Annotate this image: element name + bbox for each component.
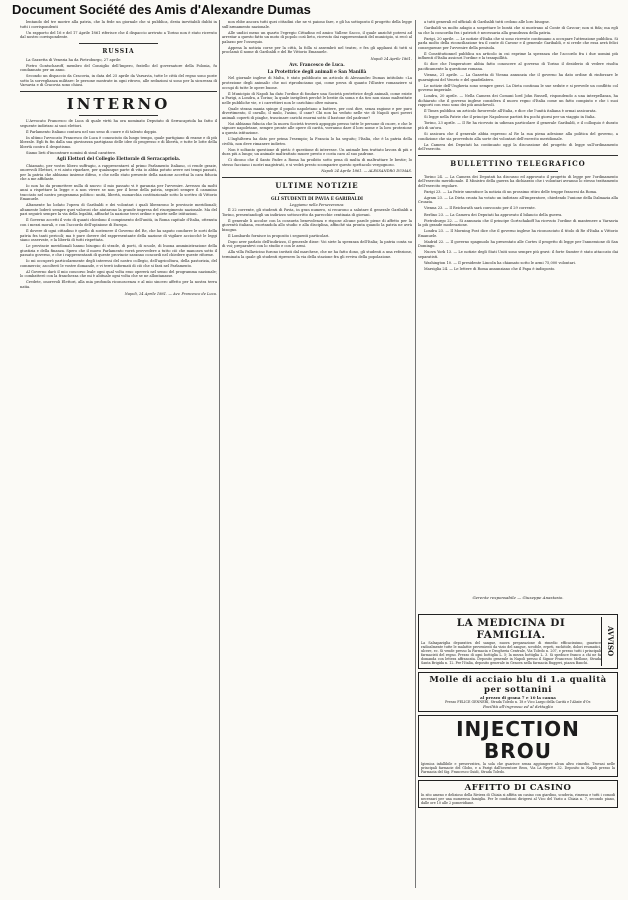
ad-medicina bbox=[418, 614, 618, 669]
paragraph: Si dice che l'imperatore abbia fatto conoscere al governo di Torino il desiderio di vedere risolta pacificamente la questione romana. bbox=[418, 62, 618, 71]
paragraph: Chiamato, per vostro libero suffragio, a rappresentarvi al primo Parlamento Italiano, ci rende grazie, onorevoli Elettori, e vi aiuto riparlare, per qualunque parte di vita io abbia potuto avere nei tempi passati, per la patria che abbiamo insieme difeso, e che nello stato presente della nazione accettai la cara fiducia che a me affidaste. bbox=[20, 163, 217, 182]
paragraph: a tutti generali ed ufficiali di Garibaldi tutti cedono alle loro bisogne. bbox=[424, 20, 550, 24]
paragraph: Io non ho da promettere nulla di nuovo: il mio passato vi è garanzia per l'avvenire. Avvezzo da molti anni a rispettare la legge e a non vivere se non per il bene della patria, seguirò sempre il cammino tracciato nel nostro programma politico: unità, libertà, monarchia costituzionale sotto lo scettro di Vittorio Emanuele. bbox=[20, 183, 217, 202]
ad-text: In sito ameno e delizioso della Riviera di Chiaia si affitta un casino con giardino, scuderia, rimessa e tutti i comodi necessari per una numerosa famiglia. Per le condizioni dirigersi al Vico del Vasto a Chiaia n. 7, secondo piano, dalle ore 10 alle 2 pomeridiane. bbox=[421, 792, 615, 806]
paragraph: In ultimo l'avvocato Francesco de Luca è conosciuto da lungo tempo, quale partigiano di reame e di più liberale. Egli fu fin dalla sua giovinezza partigiano delle idee di progresso e di libertà, e tutte le lotte della libertà contro il despotismo. bbox=[20, 135, 217, 149]
ad-text: La Salsapariglia depurativa del sangue, nuova preparazione di rimedio efficacissimo, guarisce radicalmente tutte le malattie provenienti da vizio del sangue, scrofole, erpeti, rachitide, dolori reumatici, ulcere, ec. Si vende presso la Farmacia e Drogheria Centrale, Via Toledo n. 207, e presso tutti i principali farmacisti del regno. Prezzo di ogni bottiglia L. 5; la mezza bottiglia L. 3. Si spedisce franco a chi ne fa domanda con lettera affrancata. Deposito generale in Napoli presso il Signor Francesco Mellone, Strada Santa Brigida n. 12. Per l'Italia, deposito generale in Genova nella farmacia Ruggeri, piazza Banchi. bbox=[421, 641, 601, 666]
paragraph: Appena la notizia corse per la città, la folla si assembrò nel teatro, e fra gli applausi di tutti si proclamò il nome di Garibaldi e del Re Vittorio Emanuele. bbox=[222, 45, 412, 55]
paragraph: Non è soltanto questione di pietà: è questione di interesse. Un animale ben trattato lavora di più e dura più a lungo; un animale maltrattato muore presto e costa caro al suo padrone. bbox=[222, 147, 412, 157]
paragraph: L'Avvocato Francesco de Luca di quale virtù ha ora nominato Deputato di Serracapriola ha fatto il seguente indirizzo ai suoi elettori. bbox=[20, 118, 217, 128]
paragraph: Agram 23. — La Dieta croata ha votato un indirizzo all'imperatore, chiedendo l'unione della Dalmazia alla Croazia. bbox=[418, 195, 618, 205]
divider bbox=[79, 115, 158, 116]
ad-title: AFFITTO DI CASINO bbox=[464, 782, 572, 793]
paragraph: Il Constitutionnel pubblica un articolo in cui esprime la speranza che l'accordo fra i due uomini più influenti d'Italia assicuri l'ordine e la tranquillità. bbox=[418, 51, 618, 61]
paragraph: Garibaldi va molto adagio a sospettare le bontà che si mostrano al Conte di Cavour; non si fida; ma egli sa che la concordia fra i patrioti è necessaria alla grandezza della patria. bbox=[418, 26, 618, 35]
paragraph: Il Times pubblica un articolo favorevole all'Italia, e dice che l'unità italiana è ormai assicurata. bbox=[424, 109, 597, 114]
paragraph: Il Parlamento Italiano contava nel suo seno di cuore e di talento doppio. bbox=[26, 129, 158, 134]
paragraph: Si assicura che il generale abbia espresso al Re la sua piena adesione alla politica del governo, a condizione che sia provveduto alla sorte dei volontari dell'esercito meridionale. bbox=[418, 131, 618, 141]
paragraph: Le provincie meridionali hanno bisogno di strade, di porti, di scuole, di buona amministrazione della giustizia e della finanza. Spero che il nuovo Parlamento vorrà provvedere a tutto ciò che mancava sotto il passato governo, e che i rappresentanti di queste provincie saranno concordi nel chiedere queste riforme. bbox=[20, 244, 217, 258]
paragraph: Pietroburgo 22. — Si annunzia che il principe Gortschakoff ha ricevuto l'ordine di mantenere a Varsavia la più grande moderazione. bbox=[418, 218, 618, 228]
watermark: Document Société des Amis d'Alexandre Dumas bbox=[12, 2, 311, 17]
paragraph: Il generale li accolse con la consueta benevolenza e rispose alcune parole piene di affetto per la gioventù italiana, esortandola allo studio e alla disciplina, affinché sia pronta quando la patria ne avrà bisogno. bbox=[222, 218, 412, 232]
paragraph: Le notizie dell'Ungheria sono sempre gravi. La Dieta continua le sue sedute e si prevede un conflitto col governo imperiale. bbox=[418, 83, 618, 93]
ad-side-label: AVVISO bbox=[601, 617, 615, 666]
paragraph: Parigi, 20 aprile. — Le notizie d'Italia che si sono ricevute continuano a occupare l'attenzione pubblica. Si parla molto della riconciliazione tra il conte di Cavour e il generale Garibaldi, e si crede che essa avrà felici conseguenze per l'avvenire della penisola. bbox=[418, 36, 618, 50]
paragraph: Nel giornale inglese di Malta, è stato pubblicato un articolo di Alessandro Dumas intitolato «La protezione degli animali» che noi riproduciamo qui, come prova di quanto l'illustre romanziere si occupi di tutte le opere buone. bbox=[222, 76, 412, 90]
divider bbox=[478, 171, 558, 172]
paragraph: Io mi occuperò particolarmente degli interessi del nostro collegio, dell'agricoltura, della pastorizia, del commercio; ascolterò le vostre domande, e vi terrò informati di ciò che si farà nel Parlamento. bbox=[20, 259, 217, 268]
ad-text: Facilità all'ingrosso ed al dettaglio bbox=[483, 703, 553, 709]
section-heading-bullettino: BULLETTINO TELEGRAFICO bbox=[450, 158, 586, 168]
ad-text: al prezzo di grana 7 e 10 la canna bbox=[480, 694, 556, 700]
ad-title: Molle di acciaio blu di 1.a qualità per sottanini bbox=[429, 674, 607, 695]
ad-title: INJECTION BROU bbox=[456, 716, 580, 763]
column-middle bbox=[222, 20, 412, 890]
paragraph: Londra, 20 aprile. — Nella Camera dei Comuni lord John Russell, rispondendo a una interpellanza, ha dichiarato che il governo inglese considera il nuovo regno d'Italia come un fatto compiuto e che i suoi rapporti con esso sono dei più amichevoli. bbox=[418, 94, 618, 108]
paragraph: Si legge nella Patrie che il principe Napoleone partirà fra pochi giorni per un viaggio in Italia. bbox=[424, 115, 596, 120]
signature: Napoli, 24 Aprile 1861. — Avv. Francesco de Luca. bbox=[124, 291, 217, 296]
paragraph: Torino 24. — La Camera dei Deputati ha discusso ed approvato il progetto di legge per l'ordinamento dell'esercito meridionale. Il Ministro della guerra ha dichiarato che i volontari avranno lo stesso trattamento dell'esercito regolare. bbox=[418, 174, 618, 188]
ad-text: Presso FELICE GENNERI, Strada Toledo n. 18 e Vico Largo della Carità e l'Abate d'Or. bbox=[445, 699, 591, 704]
paragraph: Alla villa Pallavicino furono invitati dal marchese, che ne ha fatto dono, gli studenti a una refezione, terminata la quale gli studenti ripresero la via della stazione fra gli evviva della popolazione. bbox=[222, 250, 412, 259]
advertisements bbox=[418, 614, 618, 890]
paragraph: Al Governo darò il mio concorso leale ogni qual volta esso opererà nel senso del programma nazionale; lo combatterò con la franchezza che mi è abituale ogni volta che se ne allontanasse. bbox=[20, 269, 217, 279]
paragraph: Dopo aver parlato dell'indirizzo, il generale disse: Voi siete la speranza dell'Italia; la patria conta su di voi; preparatevi con lo studio e con le armi. bbox=[222, 239, 412, 249]
paragraph: La Camera dei Deputati ha continuato oggi la discussione del progetto di legge sull'ordinamento dell'esercito. bbox=[418, 142, 618, 152]
paragraph: Nuova York 13. — Le notizie degli Stati Uniti sono sempre più gravi: il forte Sumter è stato attaccato dai separatisti. bbox=[418, 250, 618, 259]
ad-affitto bbox=[418, 780, 618, 808]
ad-title: LA MEDICINA DI FAMIGLIA. bbox=[456, 617, 566, 641]
paragraph: Pietro Gontscharoff, membro del Consiglio dell'Impero, fratello del governatore della Polonia, fu condannato per un anno. bbox=[20, 63, 217, 73]
paragraph: Il Governo accetti il voto di quanti chiedono il compimento dell'unità, in Roma capitale d'Italia, ottenuta con i mezzi morali, e con l'accordo dell'opinione di Europa. bbox=[20, 218, 217, 227]
column-rule bbox=[219, 20, 220, 888]
paragraph: Alle undici meno un quarto l'egregio Cittadino ed amico Vallese Sacco, il quale anziché potersi ad arrestar a questo fatto un moto di popolo così lieto, ricevuto dai rappresentanti del municipio, si recò al palazzo per l'ossequio. bbox=[222, 30, 412, 44]
paragraph: Torino, 23 aprile. — Il Re ha ricevuto in udienza particolare il generale Garibaldi, e il colloquio è durato più di un'ora. bbox=[418, 121, 618, 130]
paragraph: Vienna 23. — Il Reichsrath sarà convocato per il 29 corrente. bbox=[424, 206, 536, 211]
paragraph: Parigi 23. — La Patrie smentisce la notizia di un prossimo ritiro delle truppe francesi da Roma. bbox=[424, 189, 598, 194]
paragraph: L'Inghilterra ha dato per prima l'esempio; la Francia lo ha seguito; l'Italia, che è la patria della civiltà, non deve rimanere indietro. bbox=[222, 137, 412, 146]
section-heading-ultime-notizie: ULTIME NOTIZIE bbox=[275, 180, 359, 190]
paragraph: Berlino 23. — La Camera dei Deputati ha approvato il bilancio della guerra. bbox=[424, 212, 563, 217]
paragraph: Londra 23. — Il Morning Post dice che il governo inglese ha riconosciuto il titolo di Re d'Italia a Vittorio Emanuele. bbox=[418, 229, 618, 238]
paragraph: La Gazzetta di Venezia ha da Pietroburgo, 27 aprile: bbox=[26, 57, 122, 62]
section-heading-russia: RUSSIA bbox=[102, 47, 135, 55]
dateline: Napoli 24 Aprile 1861. bbox=[370, 56, 412, 61]
column-left bbox=[20, 20, 217, 890]
column-rule bbox=[415, 20, 416, 888]
paragraph: non ebbe ancora tutti quei cittadini che ne vi paiono fare, e gli ha sottoposto il progetto della legge sull'armamento nazionale. bbox=[222, 20, 412, 29]
paragraph: Il Municipio di Napoli ha dato l'ordine di fondare una Società protettrice degli animali, come esiste a Parigi, a Londra, a Torino; la quale invigilerà perché le bestie da soma e da tiro non siano maltrattate nelle pubbliche vie, e i carrettieri non le carichino oltre misura. bbox=[222, 91, 412, 105]
paragraph: lentando del tre morire alla patria, che la fede un giornale che si pubblica, desta inevitabili dubbi in tutti i corrispondenti bbox=[20, 20, 217, 29]
ad-text: Igienica infallibile e preservativa, la sola che guarisce senza aggiungere alcun altro rimedio. Trovasi nelle principali farmacie del Globo, e a Parigi dall'inventore Brou, Via La Fayette 32. Deposito in Napoli presso la Farmacia del Sig. Francesco Guidi, Strada Toledo. bbox=[421, 761, 615, 774]
paragraph: Secondo un dispaccio da Cracovia, in data del 25 aprile da Varsavia, tutte le città del regno sono poste sotto la sorveglianza militare: le persone mostrate in ogni ritrovo, alle seduzioni si sono per la sicurezza di Varsavia e di Cracovia sono chiusi. bbox=[20, 74, 217, 88]
paragraph: Siamo lieti d'incontrare nomini di simil carattere. bbox=[26, 150, 117, 155]
letter-heading: Agli Elettori del Collegio Elettorale di Serracapriola. bbox=[56, 156, 181, 162]
article-heading-pavia: GLI STUDENTI DI PAVIA E GARIBALDI bbox=[271, 195, 363, 201]
gerente-responsabile: Gerente responsabile — Giuseppe Anastasio. bbox=[472, 595, 564, 600]
byline: Avv. Francesco de Luca. bbox=[289, 62, 345, 68]
paragraph: Washington 10. — Il presidente Lincoln ha chiamato sotto le armi 75,000 volontari. bbox=[424, 260, 576, 265]
column-right bbox=[418, 20, 618, 610]
ad-injection-brou bbox=[418, 715, 618, 777]
paragraph: Un rapporto del 16 e del 17 Aprile 1861 riferisce che il dispaccio arrivato a Torino non è stato ricevuto dal nostro corrispondente. bbox=[20, 30, 217, 40]
paragraph: Vienna, 21 aprile. — La Gazzetta di Vienna annunzia che il governo ha dato ordine di rinforzare le guarnigioni del Veneto e del quadrilatero. bbox=[418, 72, 618, 82]
section-heading-interno: INTERNO bbox=[66, 94, 171, 113]
divider bbox=[222, 177, 412, 178]
paragraph: Il 22 corrente, gli studenti di Pavia, in gran numero, si recarono a salutare il generale Garibaldi a Torino, presentandogli un indirizzo sottoscritto da parecchie centinaia di giovani. bbox=[222, 207, 412, 217]
paragraph: Altamente ho lodato l'opera di Garibaldi e dei volontari i quali liberarono le provincie meridionali; altamente loderò sempre quei valorosi che aiutarono la grande impresa del risorgimento nazionale. Ma del pari seguirò sempre la via della legalità, affinché la nazione trovi ordine e quiete nelle istituzioni. bbox=[20, 203, 217, 217]
intro-text bbox=[20, 20, 217, 40]
ad-molle bbox=[418, 672, 618, 712]
paragraph: Leggiamo nella Perseveranza: bbox=[289, 203, 345, 208]
paragraph: Il dovere di ogni cittadino è quello di sostenere il Governo del Re, che ha saputo condurre le sorti della patria fra tanti pericoli; ma è pure dovere del rappresentante della nazione di vigilare acciocché le leggi siano osservate, e la libertà di tutti rispettata. bbox=[20, 228, 217, 243]
paragraph: Il Lombardo fornisce in proposito i seguenti particolari. bbox=[228, 233, 330, 238]
signature: Napoli 24 Aprile 1861. — ALESSANDRO DUMAS. bbox=[321, 169, 412, 174]
divider bbox=[279, 193, 355, 194]
paragraph: Quale strana mania spinge il popolo napoletano a battere, per così dire, senza ragione e per puro divertimento, il cavallo, il mulo, l'asino, il cane? Chi non ha veduto nelle vie di Napoli quei poveri animali coperti di piaghe, trascinare carichi enormi sotto il bastone del padrone? bbox=[222, 106, 412, 120]
divider bbox=[418, 155, 618, 156]
divider bbox=[20, 91, 217, 92]
paragraph: Credete, onorevoli Elettori, alla mia profonda riconoscenza e al mio sincero affetto per la nostra terra natia. bbox=[20, 280, 217, 289]
article-heading-animali: La Protettrice degli animali e San Manillà bbox=[267, 68, 367, 74]
paragraph: Ci dicono che il Santo Padre a Roma ha proibito sotto pena di multa di maltrattare le bestie; lo stesso facciano i nostri magistrati, e si vedrà presto scomparire questo spettacolo vergognoso. bbox=[222, 158, 412, 167]
paragraph: Madrid 22. — Il governo spagnuolo ha presentato alle Cortes il progetto di legge per l'annessione di San Domingo. bbox=[418, 239, 618, 249]
paragraph: Noi abbiamo fiducia che la nuova Società troverà appoggio presso tutte le persone di cuore, e che le signore napoletane, sempre pronte alle opere di carità, vorranno dare il loro nome e la loro protezione a questa istituzione. bbox=[222, 121, 412, 135]
paragraph: Marsiglia 24. — Le lettere di Roma annunziano che il Papa è indisposto. bbox=[424, 266, 556, 271]
divider bbox=[79, 43, 158, 44]
